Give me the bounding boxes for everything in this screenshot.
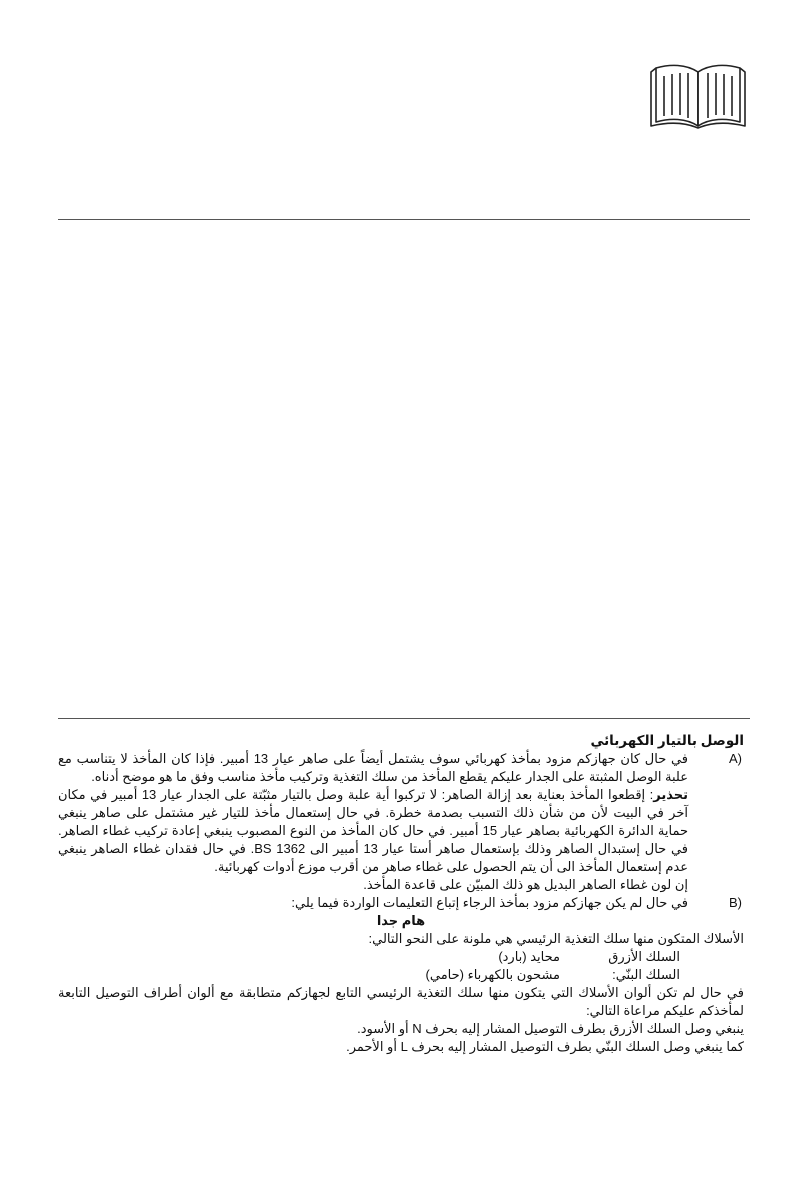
item-a-note: إن لون غطاء الصاهر البديل هو ذلك المبيّن على قاعدة المأخذ. [363, 877, 688, 892]
instruction-brown: كما ينبغي وصل السلك البنّي بطرف التوصيل المشار إليه بحرف L أو الأحمر. [346, 1039, 744, 1054]
item-b-letter: B) [729, 895, 742, 910]
item-b-text: في حال لم يكن جهازكم مزود بمأخذ الرجاء إتباع التعليمات الواردة فيما يلي: [291, 895, 688, 910]
item-a-text: في حال كان جهازكم مزود بمأخذ كهربائي سوف يشتمل أيضاً على صاهر عيار 13 أمبير. فإذا كان المأخذ لا يتناسب مع علبة الوصل المثبتة على الجدار عليكم يقطع المأخذ من سلك التغذية وتركيب مأخذ مناسب وفق ما هو موضح أدناه. [58, 751, 688, 784]
instruction-blue: ينبغي وصل السلك الأزرق بطرف التوصيل المشار إليه بحرف N أو الأسود. [357, 1021, 744, 1036]
colors-note: في حال لم تكن ألوان الأسلاك التي يتكون منها سلك التغذية الرئيسي التابع لجهازكم متطابقة مع ألوان أطراف التوصيل التابعة لمأخذكم عليكم مراعاة التالي: [58, 985, 744, 1018]
section-title: الوصل بالتيار الكهربائي [590, 733, 744, 748]
wire-row-blue [58, 948, 744, 966]
top-divider [58, 219, 750, 220]
item-a [58, 750, 744, 894]
wire-row-brown [58, 966, 744, 984]
wire-value: محايد (بارد) [498, 949, 560, 964]
item-b [58, 894, 744, 912]
open-book-icon [648, 58, 748, 130]
electrical-connection-section [58, 732, 744, 1152]
warning-label: تحذير [653, 787, 688, 802]
wire-value: مشحون بالكهرباء (حامي) [425, 967, 560, 982]
wires-intro: الأسلاك المتكون منها سلك التغذية الرئيسي هي ملونة على النحو التالي: [368, 931, 744, 946]
warning-text: : إقطعوا المأخذ بعناية بعد إزالة الصاهر: لا تركبوا أية علبة وصل بالتيار مثبّتة على الجدار عيار 13 أمبير في مكان آخر في البيت لأن من شأن ذلك التسبب بصدمة خطرة. في حال إستعمال مأخذ للتيار غير مشتمل على صاهر ينبغي حماية الدائرة الكهربائية بصاهر عيار 15 أمبير. في حال كان المأخذ من النوع المصبوب ينبغي إعادة تركيب غطاء الصاهر. في حال إستبدال الصاهر وذلك بإستعمال صاهر أستا عيار 13 أمبير الى BS 1362. في حال فقدان غطاء الصاهر ينبغي عدم إستعمال المأخذ الى أن يتم الحصول على غطاء صاهر من أقرب موزع أدوات كهربائية. [58, 787, 688, 874]
important-heading: هام جدا [376, 913, 426, 928]
item-a-warning [58, 786, 688, 876]
section-divider [58, 718, 750, 719]
wire-name: السلك البنّي: [612, 967, 680, 982]
item-a-letter: A) [729, 751, 742, 766]
wire-name: السلك الأزرق [608, 949, 680, 964]
